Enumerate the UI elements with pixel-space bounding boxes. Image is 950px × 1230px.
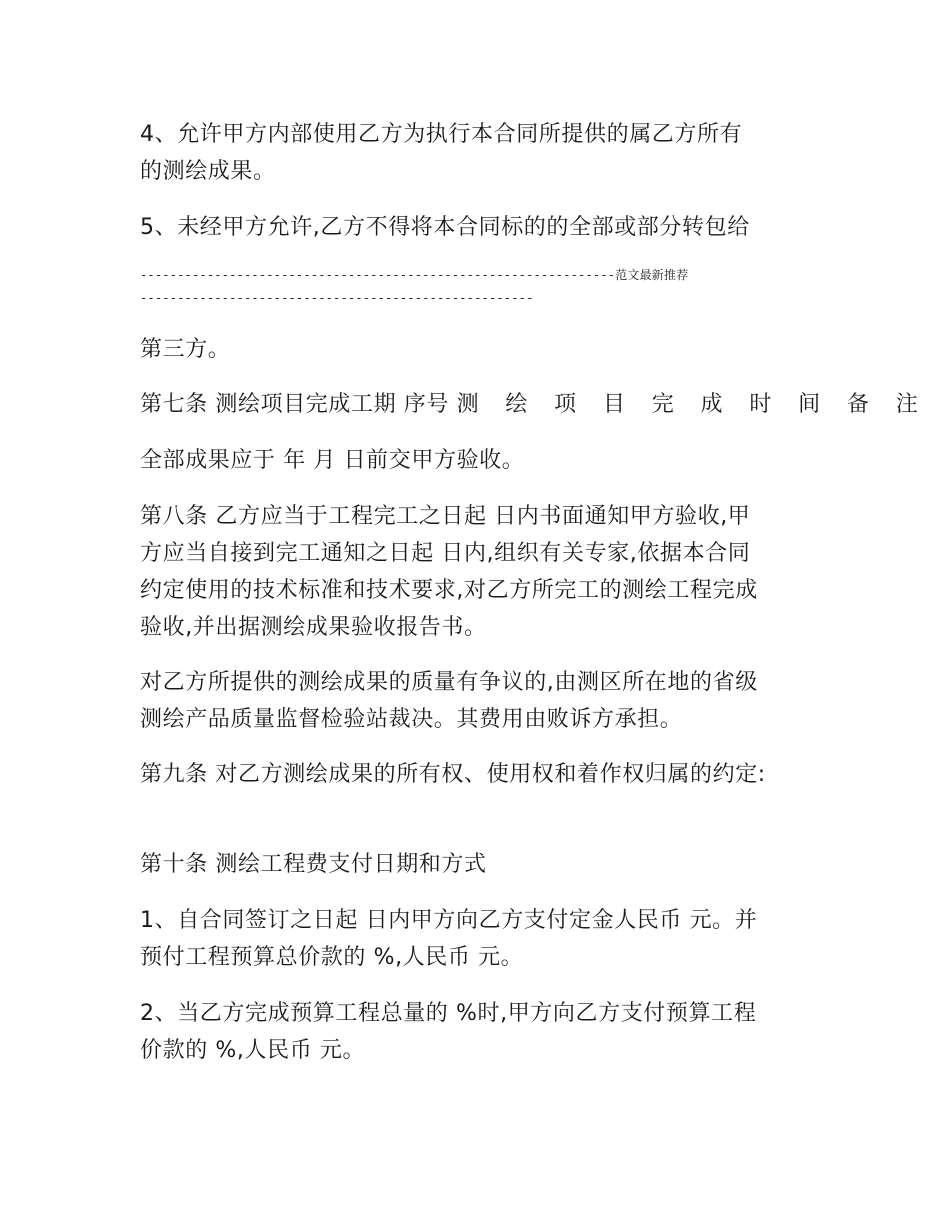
article7-heading: 第七条 测绘项目完成工期 序号 — [140, 392, 449, 417]
article8-line3: 约定使用的技术标准和技术要求,对乙方所完工的测绘工程完成 — [140, 578, 758, 603]
article9-line1: 第九条 对乙方测绘成果的所有权、使用权和着作权归属的约定: — [140, 762, 766, 787]
payment1-line2: 预付工程预算总价款的 %,人民币 元。 — [140, 945, 524, 970]
item4-line2: 的测绘成果。 — [140, 159, 276, 184]
divider-label: 范文最新推荐 — [615, 268, 689, 282]
payment1-line1: 1、自合同签订之日起 日内甲方向乙方支付定金人民币 元。并 — [140, 908, 758, 933]
page-break-divider-bottom — [140, 290, 534, 306]
payment2-line2: 价款的 %,人民币 元。 — [140, 1038, 366, 1063]
divider-dashes: ---------------------------------------------------------------- — [140, 268, 616, 282]
article7-table-header: 测 绘 项 目 完 成 时 间 备 注 — [456, 392, 928, 417]
dispute-line2: 测绘产品质量监督检验站裁决。其费用由败诉方承担。 — [140, 707, 683, 732]
item5-line2: 第三方。 — [140, 337, 231, 362]
page-break-divider-top — [140, 267, 688, 283]
payment2-line1: 2、当乙方完成预算工程总量的 %时,甲方向乙方支付预算工程 — [140, 1001, 757, 1026]
article8-line2: 方应当自接到完工通知之日起 日内,组织有关专家,依据本合同 — [140, 541, 751, 566]
article8-line4: 验收,并出据测绘成果验收报告书。 — [140, 615, 487, 640]
article8-line1: 第八条 乙方应当于工程完工之日起 日内书面通知甲方验收,甲 — [140, 504, 751, 529]
divider-dashes: ----------------------------------------------------- — [140, 291, 534, 305]
article7-line1 — [140, 390, 928, 420]
article10-line1: 第十条 测绘工程费支付日期和方式 — [140, 852, 487, 877]
dispute-line1: 对乙方所提供的测绘成果的质量有争议的,由测区所在地的省级 — [140, 670, 758, 695]
item4-line1: 4、允许甲方内部使用乙方为执行本合同所提供的属乙方所有 — [140, 122, 743, 147]
article7-line2: 全部成果应于 年 月 日前交甲方验收。 — [140, 448, 525, 473]
item5-line1: 5、未经甲方允许,乙方不得将本合同标的的全部或部分转包给 — [140, 215, 750, 240]
